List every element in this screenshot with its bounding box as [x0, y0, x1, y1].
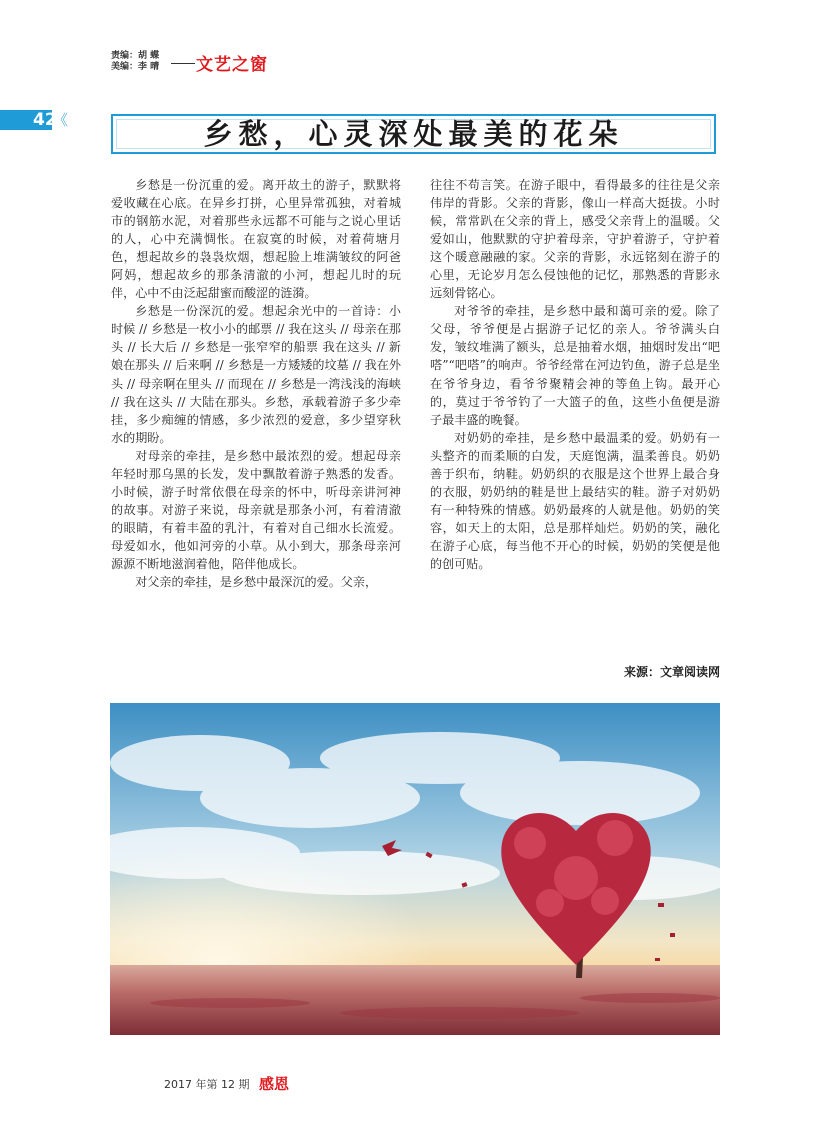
editor-credits — [111, 51, 159, 73]
paragraph: 乡愁是一份深沉的爱。想起余光中的一首诗：小时候 // 乡愁是一枚小小的邮票 // 我在这头 // 母亲在那头 // 长大后 // 乡愁是一张窄窄的船票 我在这头 // 新娘在那头 // 后来啊 // 乡愁是一方矮矮的坟墓 // 我在外头 // 母亲啊在里头 // 而现在 // 乡愁是一湾浅浅的海峡 // 我在这头 // 大陆在那头。乡愁，承载着游子多少牵挂，多少痴缠的情感，多少浓烈的爱意，多少望穿秋水的期盼。 — [111, 304, 401, 445]
title-box — [111, 114, 716, 154]
header-dash — [171, 63, 195, 64]
article-title: 乡愁，心灵深处最美的花朵 — [203, 117, 624, 151]
paragraph-continuation: 往往不苟言笑。在游子眼中，看得最多的往往是父亲伟岸的背影。父亲的背影，像山一样高大挺拔。小时候，常常趴在父亲的背上，感受父亲背上的温暖。父爱如山，他默默的守护着母亲，守护着游子，守护着这个暖意融融的家。父亲的背影，永远铭刻在游子的心里，无论岁月怎么侵蚀他的记忆，那熟悉的背影永远刻骨铭心。 — [430, 178, 720, 301]
article-source: 来源：文章阅读网 — [623, 665, 720, 679]
page-number: 42 — [33, 110, 57, 130]
paragraph: 对父亲的牵挂，是乡愁中最深沉的爱。父亲， — [135, 575, 378, 590]
left-column — [111, 176, 401, 591]
chief-editor: 责编：胡 蝶 — [111, 51, 160, 61]
paragraph: 对母亲的牵挂，是乡愁中最浓烈的爱。想起母亲年轻时那乌黑的长发，发中飘散着游子熟悉的发香。小时候，游子时常依偎在母亲的怀中，听母亲讲河神的故事。对游子来说，母亲就是那条小河，有着清澈的眼睛，有着丰盈的乳汁，有着对自己细水长流爱。母爱如水，他如河旁的小草。从小到大，那条母亲河源源不断地滋润着他，陪伴他成长。 — [111, 448, 401, 571]
art-editor: 美编：李 晴 — [111, 62, 160, 72]
issue-footer: 2017 年第 12 期 — [164, 1078, 250, 1091]
magazine-logo: 感恩 — [259, 1075, 290, 1093]
page-arrows: 《 — [53, 111, 69, 129]
column-name: 文艺之窗 — [196, 55, 268, 75]
right-column — [430, 176, 720, 573]
paragraph: 对奶奶的牵挂，是乡愁中最温柔的爱。奶奶有一头整齐的而柔顺的白发，天庭饱满，温柔善良。奶奶善于织布，纳鞋。奶奶织的衣服是这个世界上最合身的衣服，奶奶纳的鞋是世上最结实的鞋。游子对奶奶有一种特殊的情感。奶奶最疼的人就是他。奶奶的笑容，如天上的太阳，总是那样灿烂。奶奶的笑，融化在游子心底，每当他不开心的时候，奶奶的笑便是他的创可贴。 — [430, 430, 720, 571]
heart-tree-photo — [110, 703, 720, 1035]
paragraph: 对爷爷的牵挂，是乡愁中最和蔼可亲的爱。除了父母，爷爷便是占据游子记忆的亲人。爷爷满头白发，皱纹堆满了额头，总是抽着水烟，抽烟时发出“吧嗒”“吧嗒”的响声。爷爷经常在河边钓鱼，游子总是坐在爷爷身边，看爷爷聚精会神的等鱼上钩。最开心的，莫过于爷爷钓了一大篮子的鱼，这些小鱼便是游子最丰盛的晚餐。 — [430, 304, 720, 427]
paragraph: 乡愁是一份沉重的爱。离开故土的游子，默默将爱收藏在心底。在异乡打拼，心里异常孤独，对着城市的钢筋水泥，对着那些永远都不可能与之说心里话的人，心中充满惆怅。在寂寞的时候，对着荷塘月色，想起故乡的袅袅炊烟，想起脸上堆满皱纹的阿爸阿妈，想起故乡的那条清澈的小河，想起儿时的玩伴，心中不由泛起甜蜜而酸涩的涟漪。 — [111, 178, 401, 301]
